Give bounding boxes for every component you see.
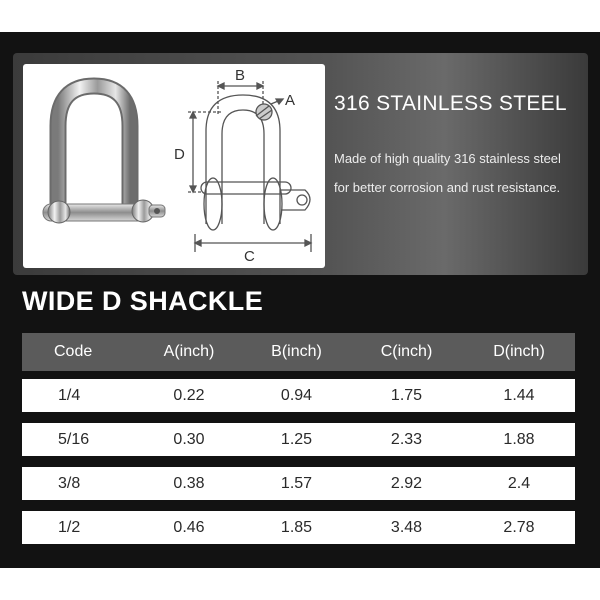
cell-d: 1.88 — [503, 430, 535, 448]
cell-d: 2.4 — [507, 474, 531, 492]
cell-d: 2.78 — [503, 518, 535, 536]
table-header-row — [22, 333, 575, 371]
cell-b: 1.85 — [280, 518, 313, 536]
cell-c: 2.92 — [390, 474, 423, 492]
cell-code: 1/4 — [58, 386, 81, 404]
table-row — [22, 423, 575, 456]
header-d: D(inch) — [493, 343, 545, 360]
cell-b: 1.25 — [280, 430, 313, 448]
cell-a: 0.38 — [173, 474, 205, 492]
cell-c: 1.75 — [390, 386, 423, 404]
cell-code: 1/2 — [58, 518, 81, 536]
header-b: B(inch) — [271, 343, 322, 360]
header-code: Code — [54, 343, 93, 360]
cell-a: 0.30 — [173, 430, 205, 448]
cell-code: 5/16 — [58, 430, 90, 448]
header-a: A(inch) — [163, 343, 215, 360]
table-row — [22, 511, 575, 544]
table-row — [22, 379, 575, 412]
cell-c: 3.48 — [390, 518, 423, 536]
shackle-illustration — [23, 64, 325, 268]
table-row — [22, 467, 575, 500]
label-d: D — [174, 146, 185, 163]
product-image-box — [23, 64, 325, 268]
label-c: C — [244, 248, 255, 265]
material-description: Made of high quality 316 stainless steel for better corrosion and rust resistance. — [334, 151, 561, 195]
size-table — [22, 333, 575, 544]
product-title: WIDE D SHACKLE — [22, 286, 264, 316]
cell-a: 0.46 — [173, 518, 205, 536]
label-b: B — [235, 67, 246, 84]
cell-code: 3/8 — [58, 474, 81, 492]
header-c: C(inch) — [380, 343, 433, 360]
cell-c: 2.33 — [390, 430, 423, 448]
shackle-photo — [43, 86, 165, 223]
material-title: 316 STAINLESS STEEL — [334, 92, 567, 115]
label-a: A — [285, 92, 296, 109]
cell-b: 1.57 — [280, 474, 313, 492]
cell-b: 0.94 — [280, 386, 313, 404]
cell-d: 1.44 — [503, 386, 535, 404]
cell-a: 0.22 — [173, 386, 205, 404]
